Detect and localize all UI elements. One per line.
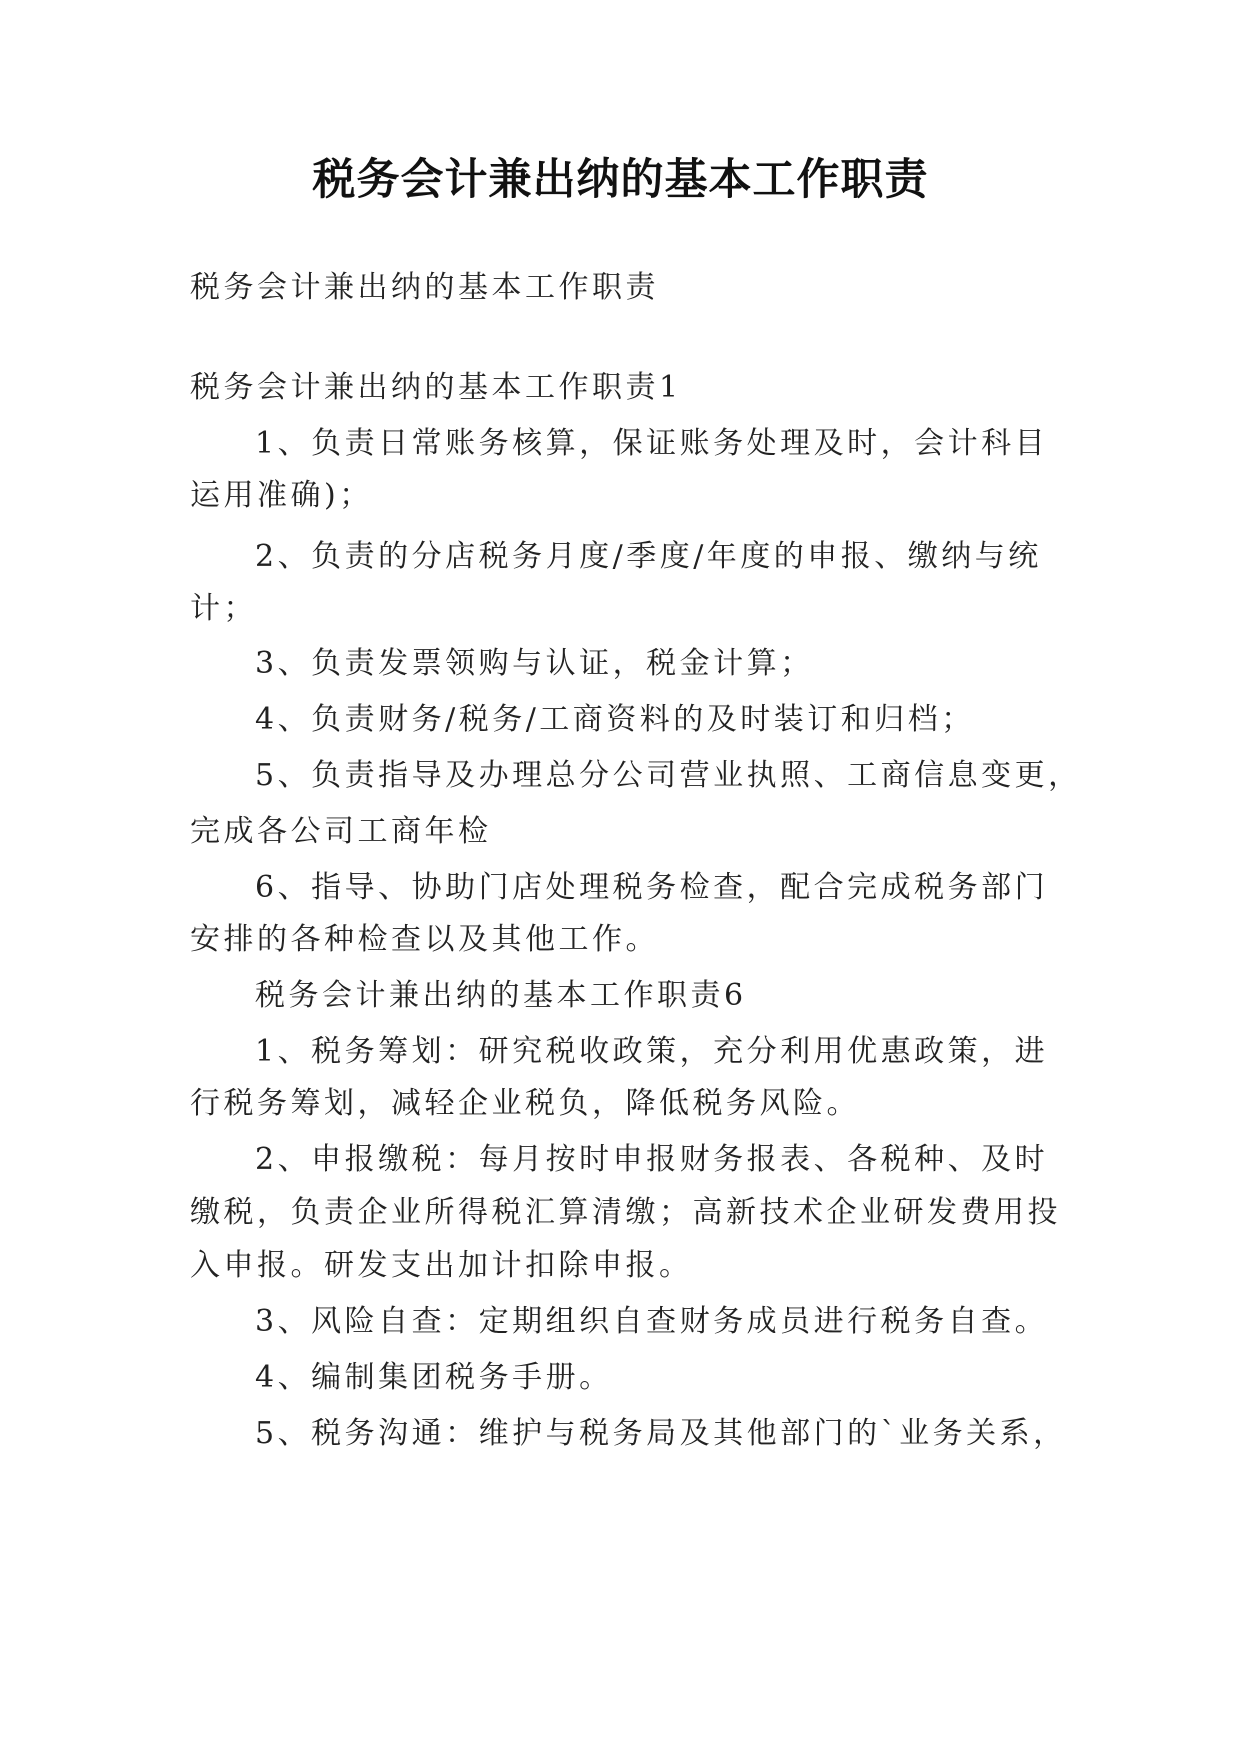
s2-item4-line1: 4、编制集团税务手册。	[255, 1360, 613, 1395]
s1-item6-line2: 安排的各种检查以及其他工作。	[190, 922, 659, 957]
section1-heading: 税务会计兼出纳的基本工作职责1	[190, 370, 682, 405]
s2-item1-line1: 1、税务筹划：研究税收政策，充分利用优惠政策，进	[255, 1034, 1049, 1069]
s1-item4-line1: 4、负责财务/税务/工商资料的及时装订和归档；	[255, 702, 975, 737]
s1-item1-line2: 运用准确)；	[190, 478, 373, 513]
s1-item3-line1: 3、负责发票领购与认证，税金计算；	[255, 646, 814, 681]
s2-item1-line2: 行税务筹划，减轻企业税负，降低税务风险。	[190, 1086, 860, 1121]
s2-item2-line2: 缴税，负责企业所得税汇算清缴；高新技术企业研发费用投	[190, 1195, 1061, 1230]
s1-item6-line1: 6、指导、协助门店处理税务检查，配合完成税务部门	[255, 870, 1049, 905]
s1-item5-line1: 5、负责指导及办理总分公司营业执照、工商信息变更，	[255, 758, 1082, 793]
s2-item2-line1: 2、申报缴税：每月按时申报财务报表、各税种、及时	[255, 1142, 1049, 1177]
document-subtitle: 税务会计兼出纳的基本工作职责	[190, 270, 659, 305]
s2-item3-line1: 3、风险自查：定期组织自查财务成员进行税务自查。	[255, 1304, 1049, 1339]
s1-item1-line1: 1、负责日常账务核算，保证账务处理及时，会计科目	[255, 426, 1049, 461]
document-title: 税务会计兼出纳的基本工作职责	[312, 155, 929, 205]
s1-item2-line1: 2、负责的分店税务月度/季度/年度的申报、缴纳与统	[255, 539, 1042, 574]
section2-heading: 税务会计兼出纳的基本工作职责6	[255, 978, 747, 1013]
s2-item2-line3: 入申报。研发支出加计扣除申报。	[190, 1248, 693, 1283]
s1-item5-line2: 完成各公司工商年检	[190, 814, 492, 849]
s2-item5-line1: 5、税务沟通：维护与税务局及其他部门的`业务关系，	[255, 1416, 1067, 1451]
s1-item2-line2: 计；	[190, 591, 257, 626]
